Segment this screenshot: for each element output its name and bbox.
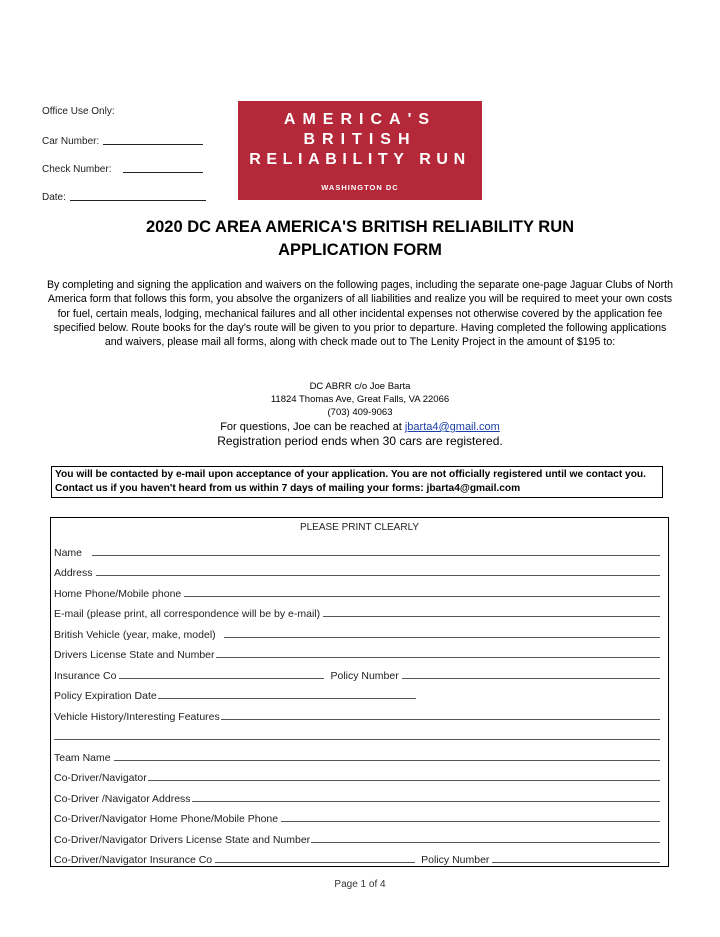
logo-line-1: AMERICA'S bbox=[283, 111, 437, 128]
email-field[interactable] bbox=[54, 600, 660, 620]
check-number-label: Check Number: bbox=[42, 164, 112, 175]
address-line-2: 11824 Thomas Ave, Great Falls, VA 22066 bbox=[270, 394, 450, 405]
registration-note: Registration period ends when 30 cars are registered. bbox=[217, 434, 503, 448]
home-phone-label: Home Phone/Mobile phone bbox=[54, 588, 182, 600]
address-line-1: DC ABRR c/o Joe Barta bbox=[309, 381, 411, 392]
codriver-phone-label: Co-Driver/Navigator Home Phone/Mobile Phone bbox=[54, 813, 279, 825]
home-phone-field[interactable] bbox=[54, 580, 660, 600]
insurance-label: Insurance Co bbox=[54, 670, 117, 682]
vehicle-field[interactable] bbox=[54, 621, 660, 641]
logo-line-3: RELIABILITY RUN bbox=[249, 151, 471, 168]
intro-paragraph: By completing and signing the application and waivers on the following pages, including the separate one-page Jaguar Clubs of North America form that follows this form, you absolve the organizers of all liabilities and realize you will be required to meet your own costs for fuel, certain meals, lodging, mechanical failures and all other incidental expenses not otherwise covered by the application fee specified below. Route books for the day's route will be given to you prior to departure. Having completed the following applications and waivers, please mail all forms, along with check made out to The Lenity Project in the amount of $195 to: bbox=[46, 279, 674, 349]
questions-line bbox=[0, 420, 720, 434]
car-number-label: Car Number: bbox=[42, 136, 100, 147]
codriver-policy-input[interactable] bbox=[492, 862, 660, 863]
vehicle-history-label: Vehicle History/Interesting Features bbox=[54, 711, 220, 723]
policy-number-label: Policy Number bbox=[330, 670, 399, 682]
codriver-field[interactable] bbox=[54, 764, 660, 784]
codriver-label: Co-Driver/Navigator bbox=[54, 772, 147, 784]
codriver-license-label: Co-Driver/Navigator Drivers License State and Number bbox=[54, 834, 311, 846]
check-number-field[interactable] bbox=[42, 163, 203, 175]
codriver-insurance-label: Co-Driver/Navigator Insurance Co bbox=[54, 854, 213, 866]
email-label: E-mail (please print, all correspondence will be by e-mail) bbox=[54, 608, 321, 620]
license-label: Drivers License State and Number bbox=[54, 649, 215, 661]
questions-text: For questions, Joe can be reached at bbox=[220, 421, 405, 433]
policy-number-input[interactable] bbox=[402, 678, 660, 679]
office-use-heading: Office Use Only: bbox=[42, 106, 115, 117]
address-field[interactable] bbox=[54, 559, 660, 579]
insurance-row bbox=[54, 662, 660, 682]
team-name-label: Team Name bbox=[54, 752, 111, 764]
codriver-insurance-input[interactable] bbox=[215, 862, 415, 863]
codriver-policy-label: Policy Number bbox=[421, 854, 490, 866]
form-heading: PLEASE PRINT CLEARLY bbox=[299, 522, 420, 533]
codriver-license-field[interactable] bbox=[54, 826, 660, 846]
logo-line-2: BRITISH bbox=[303, 131, 417, 148]
page-subtitle: APPLICATION FORM bbox=[278, 241, 442, 259]
logo-subtitle: WASHINGTON DC bbox=[321, 183, 399, 192]
codriver-address-label: Co-Driver /Navigator Address bbox=[54, 793, 191, 805]
address-phone: (703) 409-9063 bbox=[327, 407, 393, 418]
insurance-input[interactable] bbox=[119, 678, 324, 679]
page-number: Page 1 of 4 bbox=[334, 879, 386, 890]
vehicle-history-extra-line[interactable] bbox=[54, 723, 660, 743]
vehicle-label: British Vehicle (year, make, model) bbox=[54, 629, 216, 641]
date-label: Date: bbox=[42, 192, 66, 203]
codriver-phone-field[interactable] bbox=[54, 805, 660, 825]
codriver-address-field[interactable] bbox=[54, 785, 660, 805]
event-logo bbox=[238, 101, 482, 200]
application-form bbox=[50, 517, 669, 867]
name-label: Name bbox=[54, 547, 83, 559]
team-name-field[interactable] bbox=[54, 744, 660, 764]
page-title: 2020 DC AREA AMERICA'S BRITISH RELIABILITY RUN bbox=[145, 218, 575, 236]
policy-expiration-field[interactable] bbox=[54, 682, 416, 702]
codriver-insurance-row bbox=[54, 846, 660, 866]
name-field[interactable] bbox=[54, 539, 660, 559]
notice-box: You will be contacted by e-mail upon acceptance of your application. You are not officially registered until we contact you. Contact us if you haven't heard from us within 7 days of mailing your forms: jbarta4@gmail.com bbox=[51, 466, 663, 498]
vehicle-history-field[interactable] bbox=[54, 703, 660, 723]
contact-email-link[interactable]: jbarta4@gmail.com bbox=[404, 421, 500, 433]
address-label: Address bbox=[54, 567, 93, 579]
car-number-field[interactable] bbox=[42, 135, 203, 147]
policy-expiration-label: Policy Expiration Date bbox=[54, 690, 157, 702]
license-field[interactable] bbox=[54, 641, 660, 661]
date-field[interactable] bbox=[42, 191, 206, 203]
